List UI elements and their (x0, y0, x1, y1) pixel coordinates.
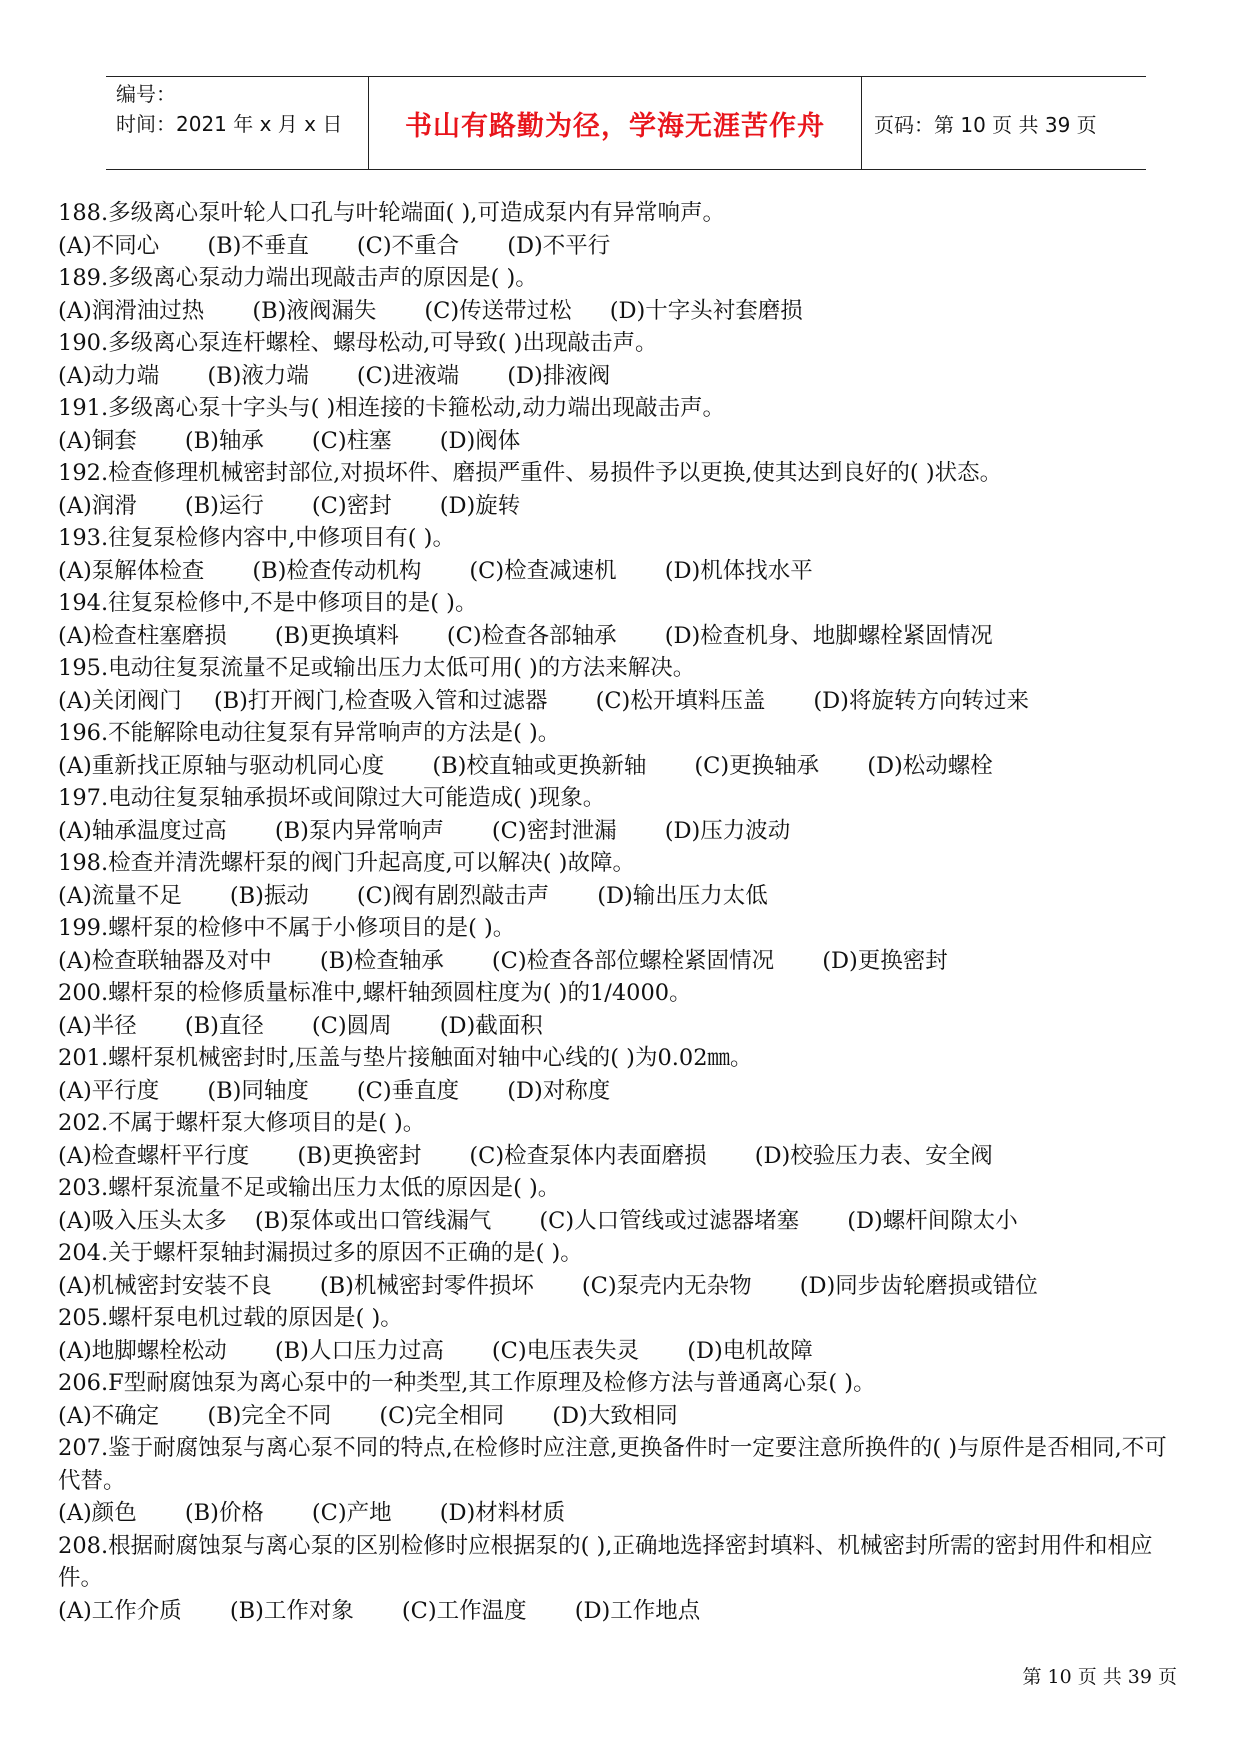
option-b: (B)更换填料 (274, 622, 399, 649)
option-a: (A)关闭阀门 (58, 687, 182, 714)
options-row (58, 815, 1188, 848)
question-text: 205.螺杆泵电机过载的原因是( )。 (58, 1305, 403, 1331)
header-left (116, 77, 366, 171)
option-b: (B)机械密封零件损坏 (319, 1272, 534, 1299)
option-d: (D)松动螺栓 (867, 752, 993, 779)
options-row (58, 1497, 1188, 1530)
option-d: (D)十字头衬套磨损 (609, 297, 803, 324)
option-d: (D)旋转 (439, 492, 521, 519)
option-b: (B)泵内异常响声 (274, 817, 444, 844)
page-footer: 第 10 页 共 39 页 (1022, 1666, 1177, 1688)
option-c: (C)松开填料压盖 (595, 687, 766, 714)
option-c: (C)检查泵体内表面磨损 (469, 1142, 707, 1169)
option-b: (B)不垂直 (207, 232, 309, 259)
option-d: (D)排液阀 (507, 362, 611, 389)
question-text: 190.多级离心泵连杆螺栓、螺母松动,可导致( )出现敲击声。 (58, 330, 658, 356)
option-c: (C)圆周 (311, 1012, 392, 1039)
option-c: (C)检查各部轴承 (446, 622, 617, 649)
option-b: (B)液阀漏失 (252, 297, 377, 324)
option-c: (C)垂直度 (356, 1077, 460, 1104)
option-c: (C)阀有剧烈敲击声 (356, 882, 550, 909)
option-d: (D)对称度 (507, 1077, 611, 1104)
option-b: (B)检查传动机构 (252, 557, 422, 584)
options-row (58, 555, 1188, 588)
option-a: (A)平行度 (58, 1077, 160, 1104)
option-c: (C)密封 (311, 492, 392, 519)
option-a: (A)不确定 (58, 1402, 160, 1429)
option-a: (A)地脚螺栓松动 (58, 1337, 227, 1364)
options-row (58, 1270, 1188, 1303)
option-b: (B)检查轴承 (319, 947, 444, 974)
option-c: (C)人口管线或过滤器堵塞 (539, 1207, 800, 1234)
option-b: (B)泵体或出口管线漏气 (254, 1207, 492, 1234)
option-b: (B)振动 (229, 882, 309, 909)
options-row (58, 620, 1188, 653)
question-text: 204.关于螺杆泵轴封漏损过多的原因不正确的是( )。 (58, 1240, 583, 1266)
question-text: 206.F型耐腐蚀泵为离心泵中的一种类型,其工作原理及检修方法与普通离心泵( )。 (58, 1370, 876, 1396)
question-text: 203.螺杆泵流量不足或输出压力太低的原因是( )。 (58, 1175, 561, 1201)
option-a: (A)工作介质 (58, 1597, 182, 1624)
option-b: (B)人口压力过高 (274, 1337, 444, 1364)
options-row (58, 685, 1188, 718)
option-c: (C)检查各部位螺栓紧固情况 (491, 947, 775, 974)
option-a: (A)润滑 (58, 492, 137, 519)
option-d: (D)输出压力太低 (597, 882, 768, 909)
option-b: (B)工作对象 (229, 1597, 354, 1624)
option-d: (D)阀体 (439, 427, 521, 454)
options-row (58, 1205, 1188, 1238)
option-a: (A)吸入压头太多 (58, 1207, 227, 1234)
options-row (58, 750, 1188, 783)
option-a: (A)动力端 (58, 362, 160, 389)
question-text: 198.检查并清洗螺杆泵的阀门升起高度,可以解决( )故障。 (58, 850, 635, 876)
option-d: (D)将旋转方向转过来 (813, 687, 1029, 714)
option-d: (D)校验压力表、安全阀 (754, 1142, 993, 1169)
header-middle (368, 77, 862, 169)
options-row (58, 1595, 1188, 1628)
option-c: (C)密封泄漏 (491, 817, 617, 844)
option-a: (A)机械密封安装不良 (58, 1272, 272, 1299)
option-a: (A)铜套 (58, 427, 137, 454)
option-a: (A)流量不足 (58, 882, 182, 909)
options-row (58, 1010, 1188, 1043)
option-d: (D)材料材质 (439, 1500, 566, 1526)
question-text: 202.不属于螺杆泵大修项目的是( )。 (58, 1110, 426, 1136)
question-text: 207.鉴于耐腐蚀泵与离心泵不同的特点,在检修时应注意,更换备件时一定要注意所换件的( )与原件是否相同,不可代替。 (58, 1435, 1167, 1494)
options-row (58, 1335, 1188, 1368)
header-right (862, 77, 1158, 169)
option-d: (D)工作地点 (574, 1597, 701, 1624)
option-d: (D)检查机身、地脚螺栓紧固情况 (664, 622, 993, 649)
question-text: 201.螺杆泵机械密封时,压盖与垫片接触面对轴中心线的( )为0.02㎜。 (58, 1045, 753, 1071)
option-a: (A)轴承温度过高 (58, 817, 227, 844)
number-label: 编号： (116, 82, 176, 106)
option-a: (A)重新找正原轴与驱动机同心度 (58, 752, 385, 779)
options-row (58, 1075, 1188, 1108)
option-a: (A)不同心 (58, 232, 160, 259)
option-b: (B)直径 (184, 1012, 264, 1039)
options-row (58, 880, 1188, 913)
option-a: (A)检查螺杆平行度 (58, 1142, 250, 1169)
option-d: (D)不平行 (507, 232, 611, 259)
question-text: 193.往复泵检修内容中,中修项目有( )。 (58, 525, 455, 551)
option-d: (D)螺杆间隙太小 (847, 1207, 1018, 1234)
question-text: 196.不能解除电动往复泵有异常响声的方法是( )。 (58, 720, 561, 746)
option-c: (C)传送带过松 (424, 297, 572, 324)
option-c: (C)产地 (311, 1500, 392, 1526)
options-row (58, 1400, 1188, 1433)
option-d: (D)截面积 (439, 1012, 543, 1039)
option-a: (A)检查柱塞磨损 (58, 622, 227, 649)
option-c: (C)检查减速机 (469, 557, 617, 584)
option-b: (B)价格 (184, 1500, 264, 1526)
question-text: 189.多级离心泵动力端出现敲击声的原因是( )。 (58, 265, 538, 291)
page-info: 页码：第 10 页 共 39 页 (874, 112, 1097, 137)
option-c: (C)完全相同 (379, 1402, 505, 1429)
time-label: 时间：2021 年 x 月 x 日 (116, 112, 343, 136)
motto: 书山有路勤为径，学海无涯苦作舟 (405, 110, 825, 142)
option-c: (C)泵壳内无杂物 (581, 1272, 752, 1299)
question-text: 188.多级离心泵叶轮人口孔与叶轮端面( ),可造成泵内有异常响声。 (58, 200, 725, 226)
option-a: (A)半径 (58, 1012, 137, 1039)
option-b: (B)运行 (184, 492, 264, 519)
option-d: (D)同步齿轮磨损或错位 (799, 1272, 1038, 1299)
options-row (58, 1140, 1188, 1173)
option-d: (D)电机故障 (687, 1337, 813, 1364)
option-a: (A)润滑油过热 (58, 297, 205, 324)
question-text: 192.检查修理机械密封部位,对损坏件、磨损严重件、易损件予以更换,使其达到良好的( )状态。 (58, 460, 1003, 486)
question-text: 191.多级离心泵十字头与( )相连接的卡箍松动,动力端出现敲击声。 (58, 395, 725, 421)
question-text: 194.往复泵检修中,不是中修项目的是( )。 (58, 590, 478, 616)
option-b: (B)同轴度 (207, 1077, 309, 1104)
question-text: 200.螺杆泵的检修质量标准中,螺杆轴颈圆柱度为( )的1/4000。 (58, 980, 692, 1006)
option-b: (B)更换密封 (297, 1142, 422, 1169)
question-text: 199.螺杆泵的检修中不属于小修项目的是( )。 (58, 915, 516, 941)
options-row (58, 945, 1188, 978)
options-row (58, 295, 1188, 328)
option-d: (D)大致相同 (552, 1402, 678, 1429)
option-d: (D)更换密封 (822, 947, 948, 974)
option-c: (C)更换轴承 (694, 752, 820, 779)
option-c: (C)进液端 (356, 362, 460, 389)
options-row (58, 425, 1188, 458)
question-text: 208.根据耐腐蚀泵与离心泵的区别检修时应根据泵的( ),正确地选择密封填料、机械密封所需的密封用件和相应件。 (58, 1532, 1153, 1591)
question-text: 197.电动往复泵轴承损坏或间隙过大可能造成( )现象。 (58, 785, 606, 811)
option-d: (D)压力波动 (664, 817, 791, 844)
option-b: (B)轴承 (184, 427, 264, 454)
option-a: (A)检查联轴器及对中 (58, 947, 272, 974)
question-text: 195.电动往复泵流量不足或输出压力太低可用( )的方法来解决。 (58, 655, 696, 681)
question-list (58, 197, 1188, 1627)
options-row (58, 230, 1188, 263)
option-c: (C)电压表失灵 (491, 1337, 640, 1364)
page-header (106, 76, 1146, 170)
options-row (58, 490, 1188, 523)
option-b: (B)打开阀门,检查吸入管和过滤器 (213, 687, 548, 714)
option-c: (C)工作温度 (401, 1597, 527, 1624)
option-b: (B)校直轴或更换新轴 (432, 752, 647, 779)
option-b: (B)完全不同 (207, 1402, 332, 1429)
option-c: (C)不重合 (356, 232, 460, 259)
option-a: (A)泵解体检查 (58, 557, 205, 584)
option-b: (B)液力端 (207, 362, 309, 389)
option-a: (A)颜色 (58, 1500, 137, 1526)
option-d: (D)机体找水平 (664, 557, 813, 584)
option-c: (C)柱塞 (311, 427, 392, 454)
options-row (58, 360, 1188, 393)
